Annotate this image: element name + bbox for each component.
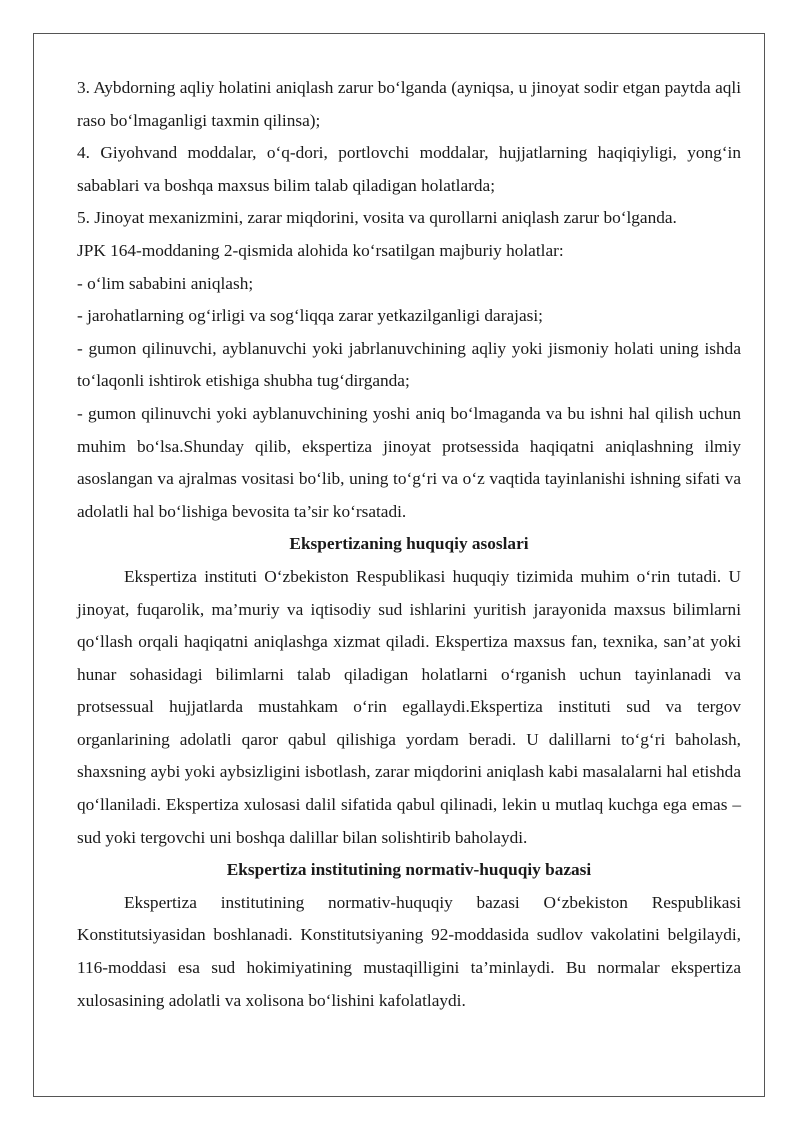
list-item-3: 3. Aybdorning aqliy holatini aniqlash zarur bo‘lganda (ayniqsa, u jinoyat sodir etgan paytda aqli raso bo‘lmaganligi taxmin qilinsa); (77, 78, 741, 130)
section-paragraph: Ekspertiza instituti O‘zbekiston Respublikasi huquqiy tizimida muhim o‘rin tutadi. U jinoyat, fuqarolik, ma’muriy va iqtisodiy sud ishlarini yuritish jarayonida maxsus bilimlarni qo‘llash orqali haqiqatni aniqlashga xizmat qiladi. Ekspertiza maxsus fan, texnika, san’at yoki hunar sohasidagi bilimlarni talab qiladigan holatlarni o‘rganish uchun tayinlanadi va protsessual hujjatlarda mustahkam o‘rin egallaydi.Ekspertiza instituti sud va tergov organlarining adolatli qaror qabul qilishiga yordam beradi. U dalillarni to‘g‘ri baholash, shaxsning aybi yoki aybsizligini isbotlash, zarar miqdorini aniqlash kabi masalalarni hal etishda qo‘llaniladi. Ekspertiza xulosasi dalil sifatida qabul qilinadi, lekin u mutlaq kuchga ega emas – sud yoki tergovchi uni boshqa dalillar bilan solishtirib baholaydi. (77, 566, 741, 847)
section-heading: Ekspertizaning huquqiy asoslari (289, 534, 529, 554)
mandatory-item: - gumon qilinuvchi, ayblanuvchi yoki jabrlanuvchining aqliy yoki jismoniy holati uning ishda to‘laqonli ishtirok etishiga shubha tug‘dirganda; (77, 338, 741, 391)
list-item-5: 5. Jinoyat mexanizmini, zarar miqdorini, vosita va qurollarni aniqlash zarur bo‘lganda. (77, 208, 677, 228)
section-heading: Ekspertiza institutining normativ-huquqiy bazasi (226, 860, 592, 880)
mandatory-item: - o‘lim sababini aniqlash; (77, 273, 254, 293)
jpk-intro: JPK 164-moddaning 2-qismida alohida ko‘rsatilgan majburiy holatlar: (77, 240, 564, 260)
list-item-4: 4. Giyohvand moddalar, o‘q-dori, portlovchi moddalar, hujjatlarning haqiqiyligi, yong‘in sabablari va boshqa maxsus bilim talab qiladigan holatlarda; (77, 143, 741, 195)
mandatory-item: - jarohatlarning og‘irligi va sog‘liqqa zarar yetkazilganligi darajasi; (77, 306, 543, 326)
section-paragraph: Ekspertiza institutining normativ-huquqiy bazasi O‘zbekiston Respublikasi Konstitutsiyasidan boshlanadi. Konstitutsiyaning 92-moddasida sudlov vakolatini belgilaydi, 116-moddasi esa sud hokimiyatining mustaqilligini ta’minlaydi. Bu normalar ekspertiza xulosasining adolatli va xolisona bo‘lishini kafolatlaydi. (77, 892, 741, 1010)
mandatory-item: - gumon qilinuvchi yoki ayblanuvchining yoshi aniq bo‘lmaganda va bu ishni hal qilish uchun muhim bo‘lsa.Shunday qilib, ekspertiza jinoyat protsessida haqiqatni aniqlashning ilmiy asoslangan va ajralmas vositasi bo‘lib, uning to‘g‘ri va o‘z vaqtida tayinlanishi ishning sifati va adolatli hal bo‘lishiga bevosita ta’sir ko‘rsatadi. (77, 403, 741, 521)
document-body (77, 72, 741, 1017)
